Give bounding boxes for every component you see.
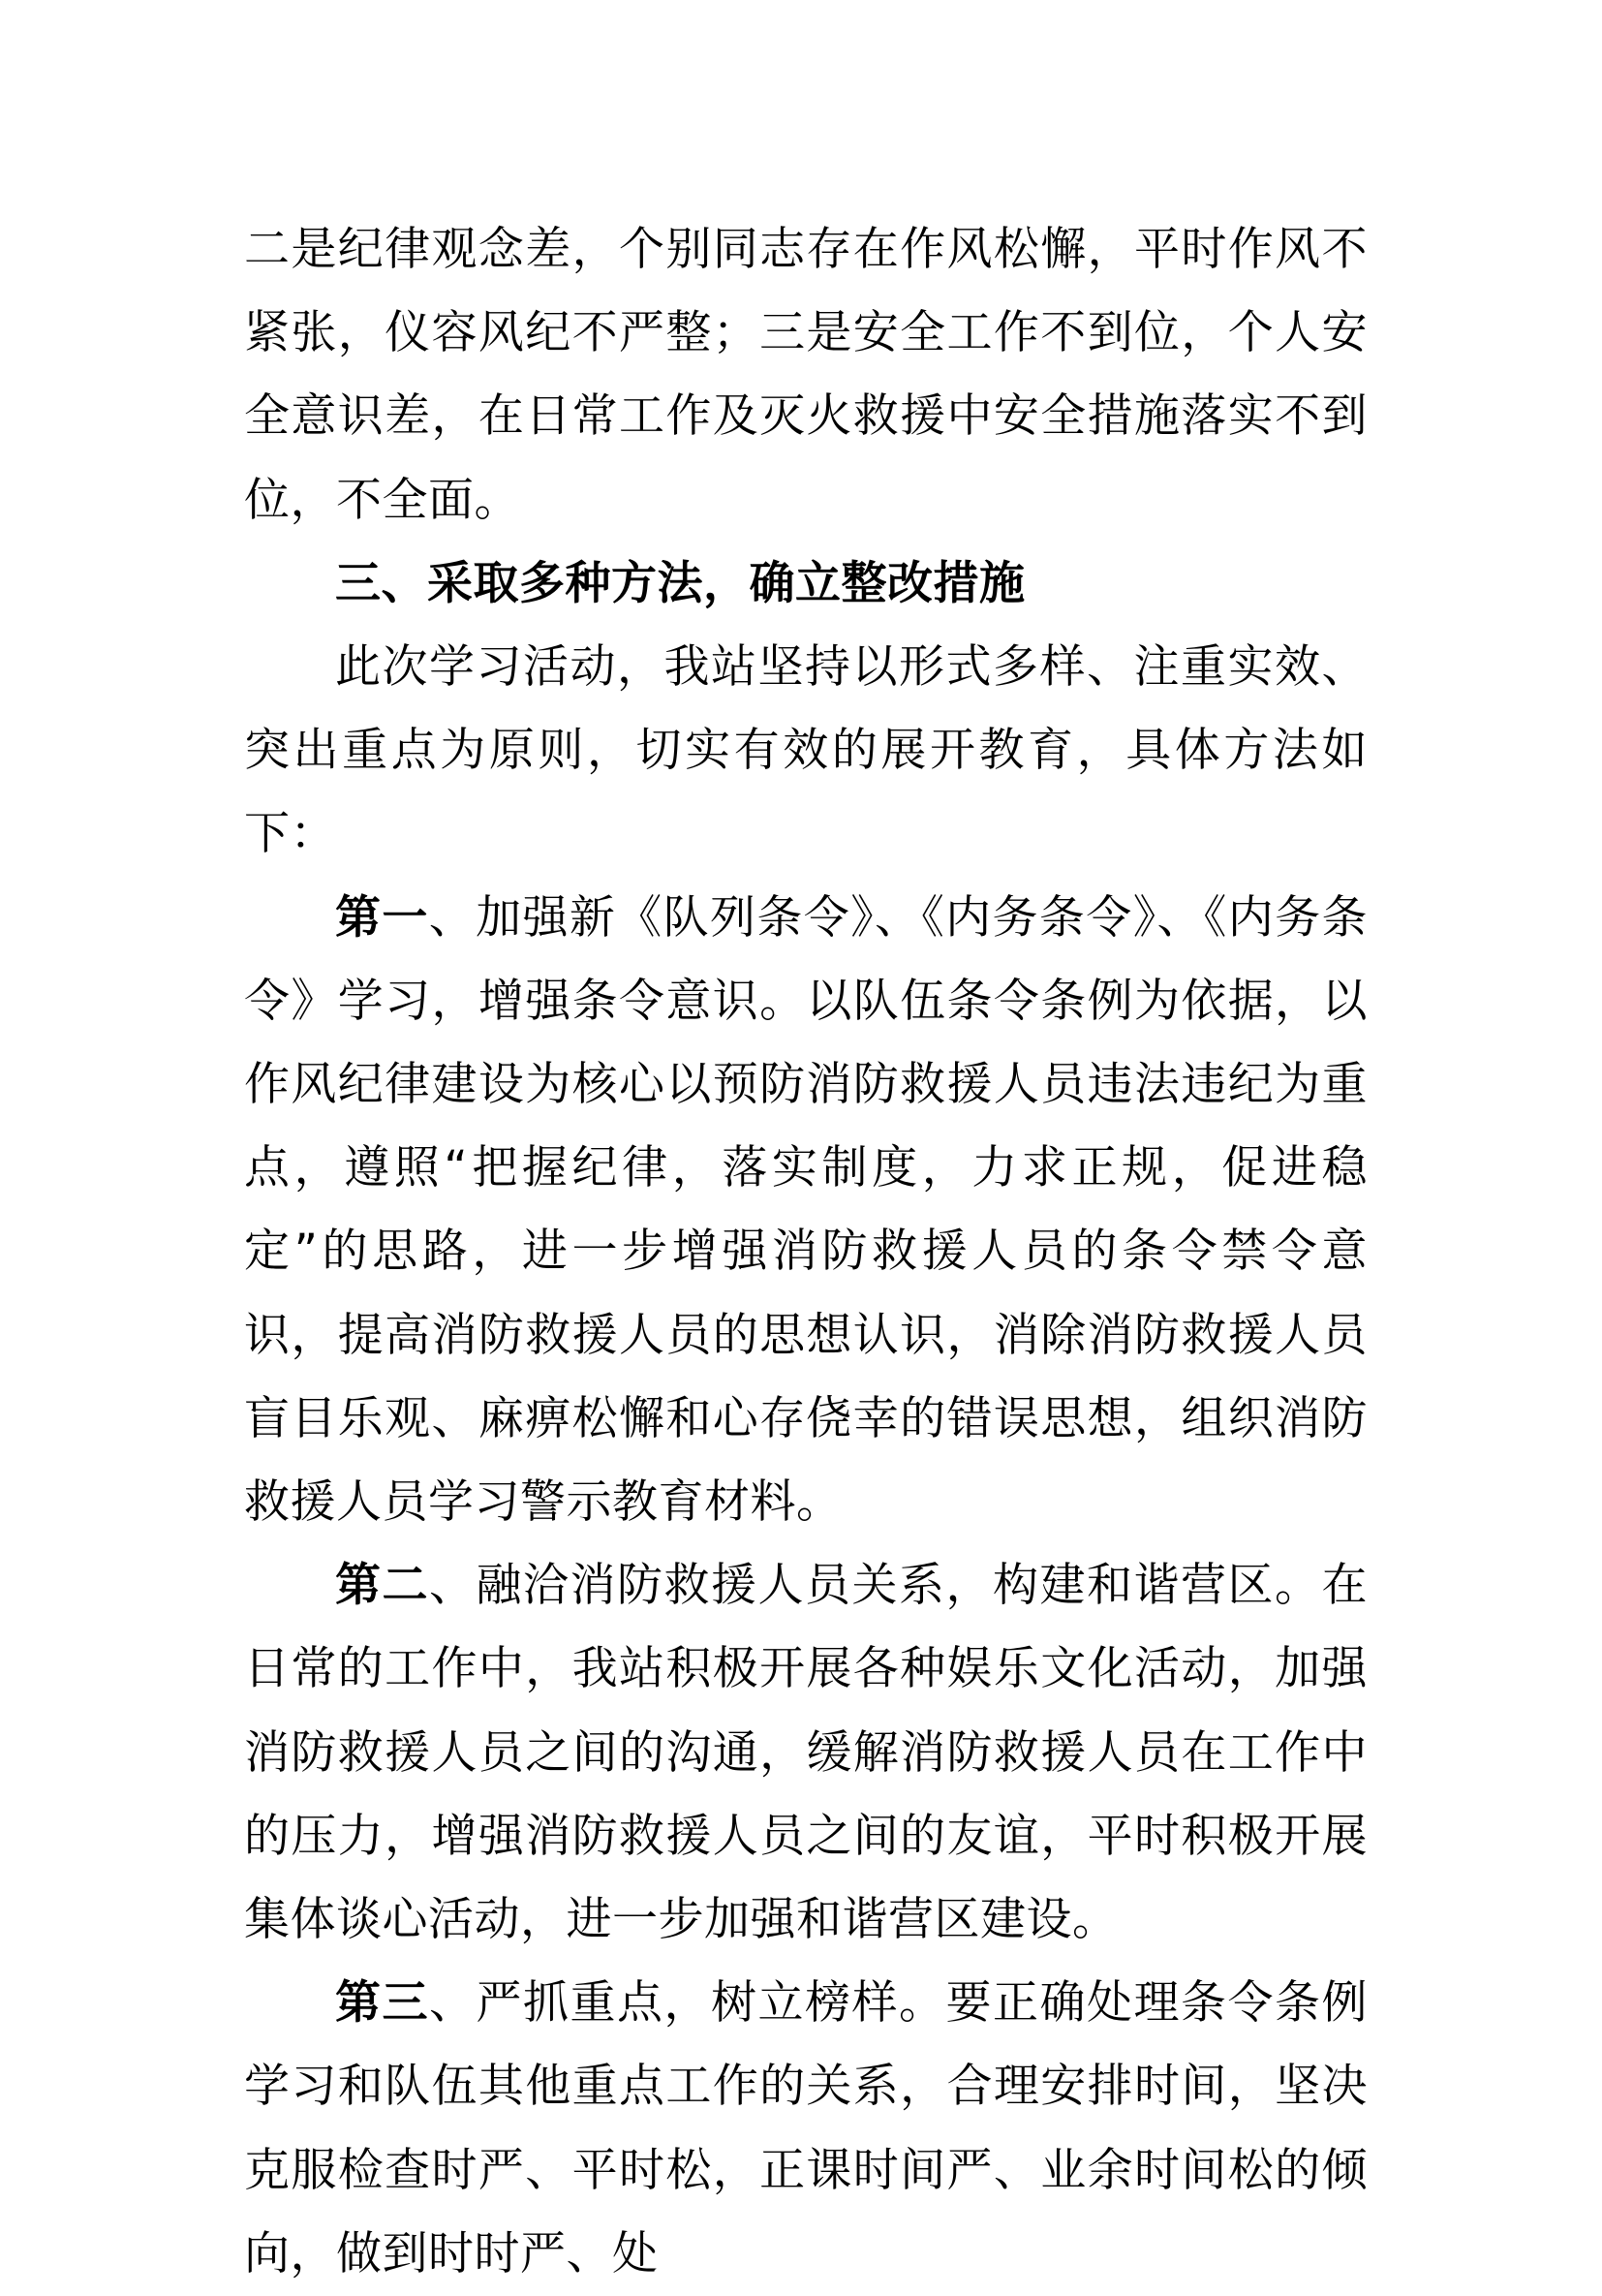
paragraph-lead: 第二 <box>335 1559 429 1613</box>
paragraph-text: 二是纪律观念差，个别同志存在作风松懈，平时作风不紧张，仪容风纪不严整；三是安全工作不到位，个人安全意识差，在日常工作及灭火救援中安全措施落实不到位，不全面。 <box>244 223 1368 527</box>
paragraph-method-3 <box>244 1962 1368 2296</box>
paragraph-lead: 第三 <box>335 1976 429 2031</box>
paragraph-method-2 <box>244 1544 1368 1962</box>
paragraph-text: 、加强新《队列条令》、《内务条令》、《内务条令》学习，增强条令意识。以队伍条令条例为依据，以作风纪律建设为核心以预防消防救援人员违法违纪为重点，遵照“把握纪律，落实制度，力求正规，促进稳定”的思路，进一步增强消防救援人员的条令禁令意识，提高消防救援人员的思想认识，消除消防救援人员盲目乐观、麻痹松懈和心存侥幸的错误思想，组织消防救援人员学习警示教育材料。 <box>244 890 1369 1530</box>
paragraph-text: 、融洽消防救援人员关系，构建和谐营区。在日常的工作中，我站积极开展各种娱乐文化活动，加强消防救援人员之间的沟通，缓解消防救援人员在工作中的压力，增强消防救援人员之间的友谊，平时积极开展集体谈心活动，进一步加强和谐营区建设。 <box>244 1559 1368 1947</box>
document-body <box>244 208 1368 2296</box>
paragraph-discipline-issues <box>244 208 1368 543</box>
paragraph-text: 此次学习活动，我站坚持以形式多样、注重实效、突出重点为原则，切实有效的展开教育，具体方法如下： <box>244 640 1368 861</box>
paragraph-method-1 <box>244 877 1368 1545</box>
paragraph-intro-methods <box>244 626 1368 877</box>
section-heading-3 <box>244 543 1368 626</box>
paragraph-lead: 第一 <box>335 890 429 945</box>
paragraph-text: 、严抓重点，树立榜样。要正确处理条令条例学习和队伍其他重点工作的关系，合理安排时间，坚决克服检查时严、平时松，正课时间严、业余时间松的倾向，做到时时严、处 <box>244 1976 1368 2280</box>
section-heading-text: 三、采取多种方法，确立整改措施 <box>335 556 1026 610</box>
